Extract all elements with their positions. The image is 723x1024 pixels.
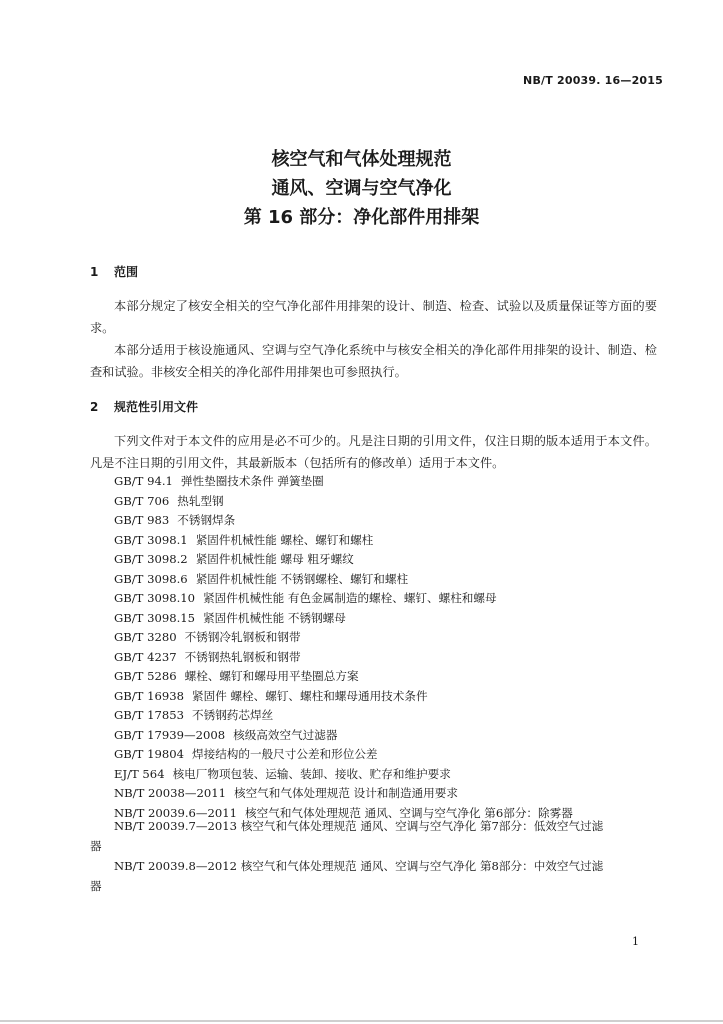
page-bottom-edge: [0, 1020, 723, 1022]
reference-title: 热轧型钢: [177, 493, 224, 508]
reference-title: 核电厂物项包装、运输、装卸、接收、贮存和维护要求: [172, 766, 451, 781]
reference-title: 紧固件机械性能 不锈钢螺栓、螺钉和螺柱: [195, 571, 409, 586]
page-number: 1: [632, 935, 639, 948]
reference-title: 不锈钢药芯焊丝: [192, 708, 274, 722]
reference-code: GB/T 3098.1: [114, 532, 188, 547]
reference-title: 弹性垫圈技术条件 弹簧垫圈: [180, 474, 324, 488]
section-1-paragraph: 本部分适用于核设施通风、空调与空气净化系统中与核安全相关的净化部件用排架的设计、制造、检查和试验。非核安全相关的净化部件用排架也可参照执行。: [90, 343, 657, 379]
reference-code: GB/T 3098.2: [114, 552, 188, 566]
section-number: 2: [90, 400, 99, 414]
reference-item: [114, 726, 659, 746]
reference-line-continuation: 器: [90, 878, 102, 893]
reference-code: GB/T 706: [114, 493, 170, 508]
reference-code: GB/T 94.1: [114, 474, 173, 488]
reference-item: [114, 667, 659, 687]
reference-item: [114, 492, 659, 512]
reference-item: [114, 745, 659, 765]
reference-title: 不锈钢冷轧钢板和钢带: [184, 630, 301, 644]
reference-item-wrapped: [90, 857, 657, 896]
reference-title: 紧固件机械性能 有色金属制造的螺栓、螺钉、螺柱和螺母: [203, 591, 497, 605]
section-title: 范围: [114, 265, 139, 279]
section-title: 规范性引用文件: [114, 400, 199, 414]
reference-item: [114, 784, 659, 804]
reference-list: [114, 472, 659, 823]
title-line-2: 通风、空调与空气净化: [271, 178, 452, 199]
section-number: 1: [90, 265, 99, 279]
reference-item: [114, 706, 659, 726]
reference-title: 紧固件机械性能 螺栓、螺钉和螺柱: [195, 532, 374, 547]
reference-item: [114, 531, 659, 551]
reference-title: 不锈钢焊条: [177, 513, 236, 527]
reference-title: 焊接结构的一般尺寸公差和形位公差: [192, 747, 378, 761]
reference-title: 紧固件机械性能 不锈钢螺母: [203, 610, 346, 625]
reference-item: [114, 687, 659, 707]
reference-item-wrapped: [90, 817, 657, 856]
reference-code: GB/T 5286: [114, 669, 177, 683]
reference-title: 核空气和气体处理规范 通风、空调与空气净化 第6部分：除雾器: [245, 805, 573, 820]
reference-item: [114, 570, 659, 590]
reference-item: [114, 550, 659, 570]
reference-code: GB/T 3098.15: [114, 610, 196, 625]
reference-code: GB/T 983: [114, 513, 170, 527]
section-1-paragraph: 本部分规定了核安全相关的空气净化部件用排架的设计、制造、检查、试验以及质量保证等方面的要求。: [90, 299, 657, 335]
reference-title: 核空气和气体处理规范 设计和制造通用要求: [233, 786, 458, 800]
reference-item: [114, 648, 659, 668]
reference-line-continuation: 器: [90, 838, 102, 853]
reference-item: [114, 628, 659, 648]
reference-item: [114, 589, 659, 609]
standard-code: NB/T 20039. 16—2015: [523, 74, 663, 87]
reference-line: NB/T 20039.8—2012 核空气和气体处理规范 通风、空调与空气净化 第8部分：中效空气过滤: [114, 859, 604, 873]
reference-code: GB/T 3098.10: [114, 591, 196, 605]
reference-code: GB/T 3098.6: [114, 571, 188, 586]
document-title: [0, 145, 723, 232]
reference-title: 紧固件机械性能 螺母 粗牙螺纹: [195, 552, 354, 566]
reference-code: GB/T 16938: [114, 688, 184, 703]
title-line-1: 核空气和气体处理规范: [271, 149, 452, 170]
reference-title: 核级高效空气过滤器: [233, 727, 338, 742]
reference-item: [114, 609, 659, 629]
section-1-heading: [90, 263, 138, 280]
section-2-heading: [90, 398, 198, 415]
reference-item: [114, 765, 659, 785]
reference-title: 不锈钢热轧钢板和钢带: [184, 649, 301, 664]
reference-code: GB/T 19804: [114, 747, 184, 761]
title-line-3: 第 16 部分：净化部件用排架: [243, 207, 480, 228]
reference-title: 螺栓、螺钉和螺母用平垫圈总方案: [184, 669, 359, 683]
reference-code: GB/T 17853: [114, 708, 184, 722]
reference-code: NB/T 20039.6—2011: [114, 805, 238, 820]
reference-item: [114, 472, 659, 492]
reference-code: GB/T 4237: [114, 649, 177, 664]
reference-code: GB/T 3280: [114, 630, 177, 644]
reference-code: EJ/T 564: [114, 766, 165, 781]
reference-item: [114, 511, 659, 531]
section-2-intro: 下列文件对于本文件的应用是必不可少的。凡是注日期的引用文件，仅注日期的版本适用于本文件。凡是不注日期的引用文件，其最新版本（包括所有的修改单）适用于本文件。: [90, 434, 657, 470]
reference-line: NB/T 20039.7—2013 核空气和气体处理规范 通风、空调与空气净化 第7部分：低效空气过滤: [114, 819, 604, 833]
reference-code: NB/T 20038—2011: [114, 786, 226, 800]
reference-title: 紧固件 螺栓、螺钉、螺柱和螺母通用技术条件: [192, 688, 428, 703]
reference-code: GB/T 17939—2008: [114, 727, 226, 742]
